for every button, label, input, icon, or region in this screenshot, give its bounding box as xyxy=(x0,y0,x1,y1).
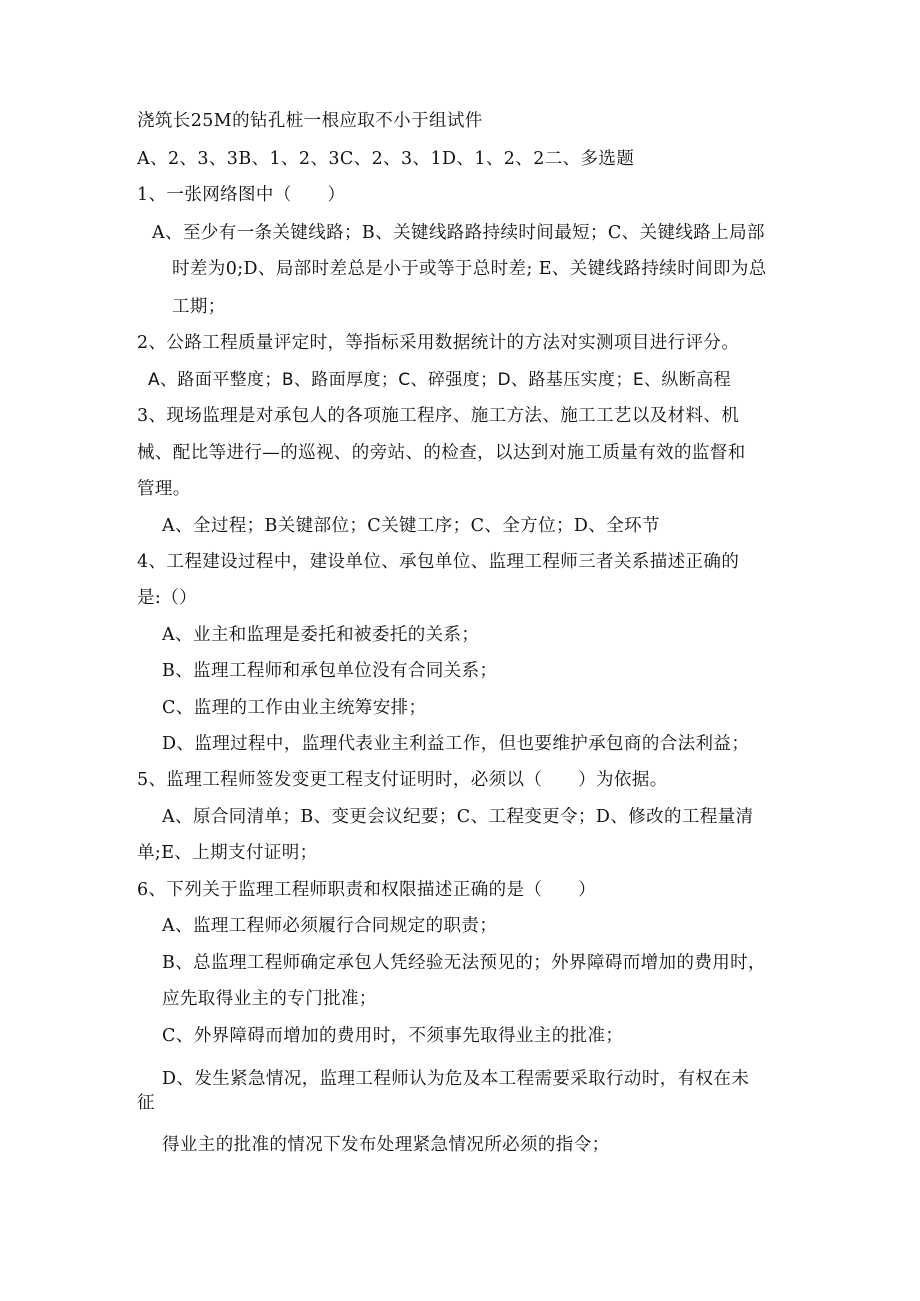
text-line-12: A、全过程；B关键部位；C关键工序；C、全方位；D、全环节 xyxy=(162,516,660,536)
text-line-10: 械、配比等进行—的巡视、的旁站、的检查，以达到对施工质量有效的监督和 xyxy=(137,443,746,463)
text-line-5: 时差为0;D、局部时差总是小于或等于总时差; E、关键线路持续时间即为总 xyxy=(172,259,767,279)
text-line-24: B、总监理工程师确定承包人凭经验无法预见的；外界障碍而增加的费用时， xyxy=(162,953,766,973)
text-line-8: A、路面平整度；B、路面厚度；C、碎强度；D、路基压实度；E、纵断高程 xyxy=(148,370,731,390)
text-line-29: 得业主的批准的情况下发布处理紧急情况所必须的指令； xyxy=(162,1135,610,1155)
text-line-14: 是:（） xyxy=(137,588,197,608)
text-line-15: A、业主和监理是委托和被委托的关系； xyxy=(162,625,480,645)
text-line-6: 工期； xyxy=(172,297,226,317)
text-line-20: A、原合同清单；B、变更会议纪要；C、工程变更令；D、修改的工程量清 xyxy=(162,807,754,827)
text-line-23: A、监理工程师必须履行合同规定的职责； xyxy=(162,916,498,936)
text-line-28: 征 xyxy=(137,1093,155,1113)
text-line-26: C、外界障碍而增加的费用时，不须事先取得业主的批准； xyxy=(162,1026,624,1046)
text-line-16: B、监理工程师和承包单位没有合同关系； xyxy=(162,661,498,681)
text-line-2: A、2、3、3B、1、2、3C、2、3、1D、1、2、2二、多选题 xyxy=(137,149,635,169)
text-line-7: 2、公路工程质量评定时，等指标采用数据统计的方法对实测项目进行评分。 xyxy=(137,333,740,353)
text-line-4: A、至少有一条关键线路；B、关键线路路持续时间最短；C、关键线路上局部 xyxy=(152,223,765,243)
text-line-9: 3、现场监理是对承包人的各项施工程序、施工方法、施工工艺以及材料、机 xyxy=(137,406,740,426)
text-line-17: C、监理的工作由业主统筹安排； xyxy=(162,698,427,718)
text-line-18: D、监理过程中，监理代表业主利益工作，但也要维护承包商的合法利益； xyxy=(162,734,750,754)
text-line-3: 1、一张网络图中（ ） xyxy=(137,185,346,205)
text-line-13: 4、工程建设过程中，建设单位、承包单位、监理工程师三者关系描述正确的 xyxy=(137,552,740,572)
text-line-21: 单;E、上期支付证明； xyxy=(137,843,318,863)
text-line-11: 管理。 xyxy=(137,479,191,499)
text-line-25: 应先取得业主的专门批准； xyxy=(162,989,377,1009)
text-line-1: 浇筑长25M的钻孔桩一根应取不小于组试件 xyxy=(137,111,483,131)
text-line-27: D、发生紧急情况，监理工程师认为危及本工程需要采取行动时，有权在未 xyxy=(162,1069,750,1089)
text-line-19: 5、监理工程师签发变更工程支付证明时，必须以（ ）为依据。 xyxy=(137,770,668,790)
text-line-22: 6、下列关于监理工程师职责和权限描述正确的是（ ） xyxy=(137,880,597,900)
